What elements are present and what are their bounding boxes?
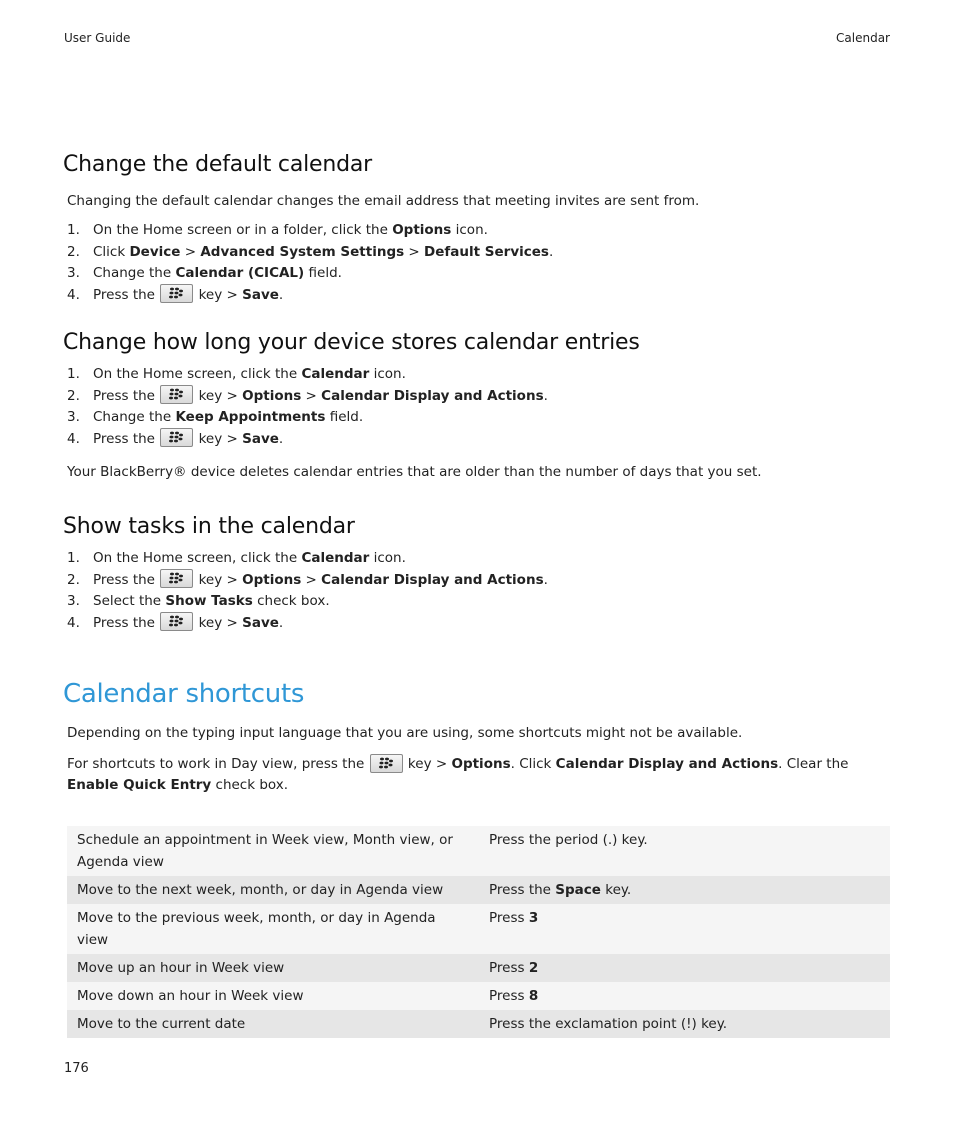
section-note: Your BlackBerry® device deletes calendar entries that are older than the number of days that you set.: [67, 464, 762, 480]
steps-list: [67, 220, 553, 306]
shortcut-key: Press the exclamation point (!) key.: [479, 1010, 890, 1038]
step: 1. On the Home screen, click the Calendar icon.: [67, 366, 406, 382]
page-number: 176: [64, 1061, 89, 1076]
shortcut-action: Move to the current date: [67, 1010, 479, 1038]
table-row: [67, 876, 890, 904]
chapter-title-calendar-shortcuts: Calendar shortcuts: [63, 679, 305, 709]
shortcut-action: Move up an hour in Week view: [67, 954, 479, 982]
section-title-show-tasks: Show tasks in the calendar: [63, 514, 355, 539]
steps-list: [67, 364, 548, 450]
step: 4. Press the key > Save.: [67, 285, 553, 307]
step: 1. On the Home screen, click the Calendar icon.: [67, 550, 406, 566]
shortcut-key: Press 3: [479, 904, 890, 954]
shortcut-key: Press the Space key.: [479, 876, 890, 904]
blackberry-menu-key-icon: [160, 284, 193, 303]
shortcut-action: Schedule an appointment in Week view, Month view, or Agenda view: [67, 826, 479, 876]
table-row: [67, 826, 890, 876]
section-title-default-calendar: Change the default calendar: [63, 152, 372, 177]
step: 1. On the Home screen or in a folder, click the Options icon.: [67, 222, 488, 238]
section-title-store-entries: Change how long your device stores calendar entries: [63, 330, 640, 355]
running-header-right: Calendar: [836, 31, 890, 45]
step: 3. Select the Show Tasks check box.: [67, 593, 330, 609]
step: 4. Press the key > Save.: [67, 429, 548, 451]
step: 3. Change the Calendar (CICAL) field.: [67, 265, 342, 281]
shortcuts-intro: Depending on the typing input language that you are using, some shortcuts might not be available.: [67, 725, 743, 741]
blackberry-menu-key-icon: [160, 612, 193, 631]
table-row: [67, 982, 890, 1010]
running-header-left: User Guide: [64, 31, 131, 45]
shortcuts-dayview-note: For shortcuts to work in Day view, press the key > Options. Click Calendar Display and Actions. Clear the Enable Quick Entry check box.: [67, 754, 887, 796]
steps-list: [67, 548, 548, 634]
step: 4. Press the key > Save.: [67, 613, 548, 635]
section-intro: Changing the default calendar changes the email address that meeting invites are sent from.: [67, 193, 700, 209]
blackberry-menu-key-icon: [160, 569, 193, 588]
shortcut-key: Press the period (.) key.: [479, 826, 890, 876]
step: 3. Change the Keep Appointments field.: [67, 409, 364, 425]
shortcuts-table: [67, 826, 890, 1038]
shortcut-key: Press 2: [479, 954, 890, 982]
step: 2. Press the key > Options > Calendar Display and Actions.: [67, 570, 548, 592]
shortcut-action: Move to the next week, month, or day in Agenda view: [67, 876, 479, 904]
table-row: [67, 904, 890, 954]
blackberry-menu-key-icon: [370, 754, 403, 773]
step: 2. Press the key > Options > Calendar Display and Actions.: [67, 386, 548, 408]
step: 2. Click Device > Advanced System Settings > Default Services.: [67, 243, 554, 260]
table-row: [67, 954, 890, 982]
table-row: [67, 1010, 890, 1038]
blackberry-menu-key-icon: [160, 385, 193, 404]
shortcut-key: Press 8: [479, 982, 890, 1010]
blackberry-menu-key-icon: [160, 428, 193, 447]
shortcut-action: Move down an hour in Week view: [67, 982, 479, 1010]
shortcut-action: Move to the previous week, month, or day in Agenda view: [67, 904, 479, 954]
